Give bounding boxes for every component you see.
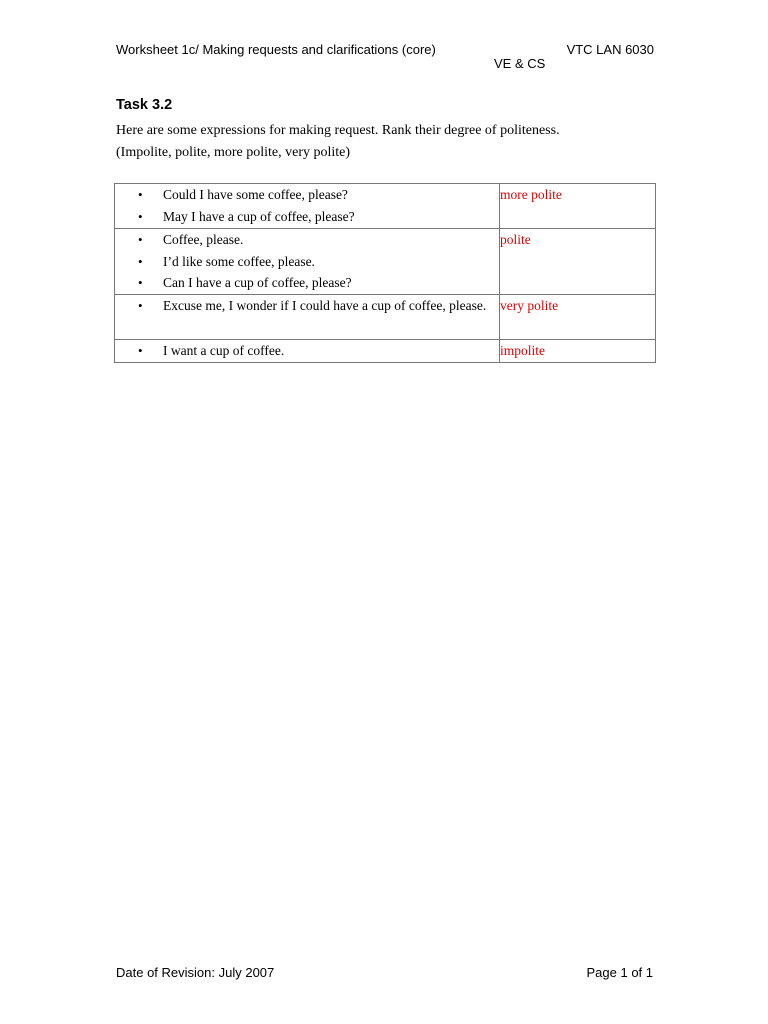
table-row bbox=[115, 229, 656, 295]
footer-revision-date: Date of Revision: July 2007 bbox=[116, 965, 275, 980]
expressions-cell bbox=[115, 295, 500, 340]
rank-answer: very polite bbox=[500, 295, 656, 340]
instruction-line: Here are some expressions for making request. Rank their degree of politeness. bbox=[116, 123, 560, 138]
expression-item: • Coffee, please. bbox=[115, 229, 499, 251]
instruction-options: (Impolite, polite, more polite, very polite) bbox=[116, 145, 351, 160]
footer-page-number: Page 1 of 1 bbox=[586, 965, 653, 980]
expression-item: • May I have a cup of coffee, please? bbox=[115, 206, 499, 228]
header-department: VE & CS bbox=[494, 56, 546, 71]
table-row bbox=[115, 295, 656, 340]
expressions-cell bbox=[115, 229, 500, 295]
expressions-cell bbox=[115, 340, 500, 363]
table-row bbox=[115, 184, 656, 229]
rank-answer: more polite bbox=[500, 184, 656, 229]
expression-item: • Excuse me, I wonder if I could have a cup of coffee, please. bbox=[115, 295, 499, 317]
expression-item: • I want a cup of coffee. bbox=[115, 340, 499, 362]
expression-item: • I’d like some coffee, please. bbox=[115, 251, 499, 273]
rank-answer: impolite bbox=[500, 340, 656, 363]
politeness-table bbox=[114, 183, 656, 363]
header-course-code: VTC LAN 6030 bbox=[566, 42, 654, 57]
task-instructions bbox=[116, 120, 560, 164]
table-row bbox=[115, 340, 656, 363]
expression-item: • Can I have a cup of coffee, please? bbox=[115, 272, 499, 294]
expressions-cell bbox=[115, 184, 500, 229]
task-title: Task 3.2 bbox=[116, 97, 173, 113]
rank-answer: polite bbox=[500, 229, 656, 295]
header-title: Worksheet 1c/ Making requests and clarifications (core) bbox=[116, 42, 436, 57]
expression-item: • Could I have some coffee, please? bbox=[115, 184, 499, 206]
